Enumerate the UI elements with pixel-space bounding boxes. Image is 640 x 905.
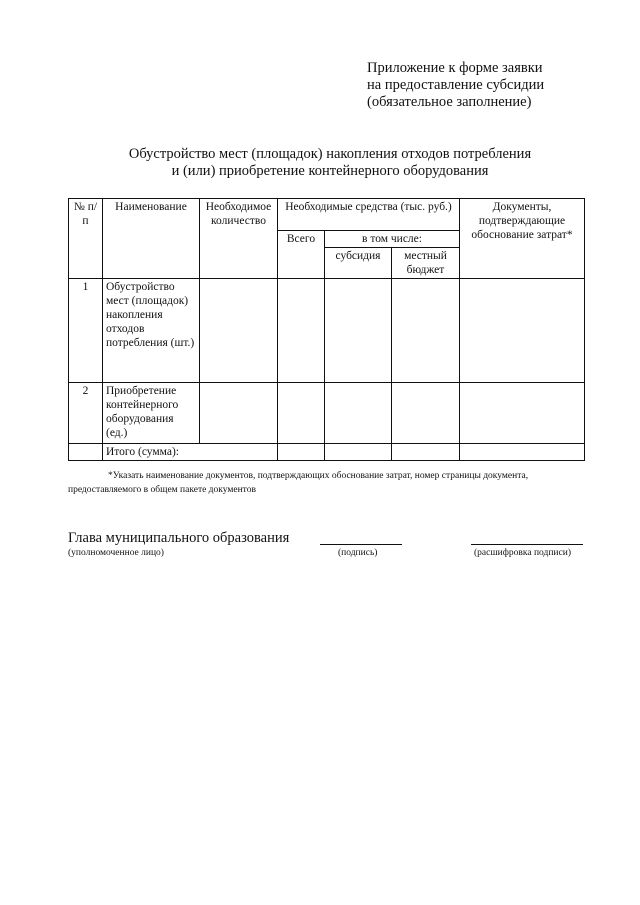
footnote: *Указать наименование документов, подтверждающих обоснование затрат, номер страницы документа, предоставляемого в общем пакете документов bbox=[68, 471, 529, 495]
header-total: Всего bbox=[278, 231, 325, 279]
table-row bbox=[69, 383, 585, 444]
table-row bbox=[69, 279, 585, 383]
document-title bbox=[0, 146, 640, 180]
row-2-documents-cell bbox=[460, 383, 585, 444]
row-1-documents-cell bbox=[460, 279, 585, 383]
table-total-row bbox=[69, 444, 585, 461]
row-1-local-budget-cell bbox=[392, 279, 460, 383]
title-line-1: Обустройство мест (площадок) накопления отходов потребления bbox=[128, 146, 532, 162]
row-1-name: Обустройство мест (площадок) накопления отходов потребления (шт.) bbox=[103, 279, 200, 383]
row-2-num: 2 bbox=[69, 383, 103, 444]
total-local-budget-cell bbox=[392, 444, 460, 461]
row-2-quantity-cell bbox=[200, 383, 278, 444]
appendix-line-2: на предоставление субсидии bbox=[367, 77, 545, 93]
total-label: Итого (сумма): bbox=[103, 444, 278, 461]
header-subsidy: субсидия bbox=[325, 248, 392, 279]
signature-line bbox=[320, 544, 402, 545]
header-num: № п/п bbox=[69, 199, 103, 279]
row-2-total-cell bbox=[278, 383, 325, 444]
row-2-subsidy-cell bbox=[325, 383, 392, 444]
appendix-line-1: Приложение к форме заявки bbox=[367, 60, 543, 76]
header-documents: Документы, подтверждающие обоснование затрат* bbox=[460, 199, 585, 279]
total-documents-cell bbox=[460, 444, 585, 461]
header-including: в том числе: bbox=[325, 231, 460, 248]
decode-line bbox=[471, 544, 583, 545]
decode-label: (расшифровка подписи) bbox=[474, 548, 571, 558]
header-name: Наименование bbox=[103, 199, 200, 279]
appendix-header bbox=[367, 60, 627, 111]
authorized-person-label: (уполномоченное лицо) bbox=[68, 548, 164, 558]
expenses-table bbox=[68, 198, 585, 461]
header-local-budget: местный бюджет bbox=[392, 248, 460, 279]
header-funds: Необходимые средства (тыс. руб.) bbox=[278, 199, 460, 231]
row-2-name: Приобретение контейнерного оборудования (ед.) bbox=[103, 383, 200, 444]
total-row-num-cell bbox=[69, 444, 103, 461]
row-1-total-cell bbox=[278, 279, 325, 383]
signature-label: (подпись) bbox=[338, 548, 378, 558]
header-quantity: Необходимое количество bbox=[200, 199, 278, 279]
row-1-subsidy-cell bbox=[325, 279, 392, 383]
row-1-num: 1 bbox=[69, 279, 103, 383]
row-1-quantity-cell bbox=[200, 279, 278, 383]
appendix-line-3: (обязательное заполнение) bbox=[367, 94, 532, 110]
title-line-2: и (или) приобретение контейнерного оборудования bbox=[171, 163, 489, 179]
row-2-local-budget-cell bbox=[392, 383, 460, 444]
total-subsidy-cell bbox=[325, 444, 392, 461]
total-sum-cell bbox=[278, 444, 325, 461]
signature-title: Глава муниципального образования bbox=[68, 530, 290, 546]
